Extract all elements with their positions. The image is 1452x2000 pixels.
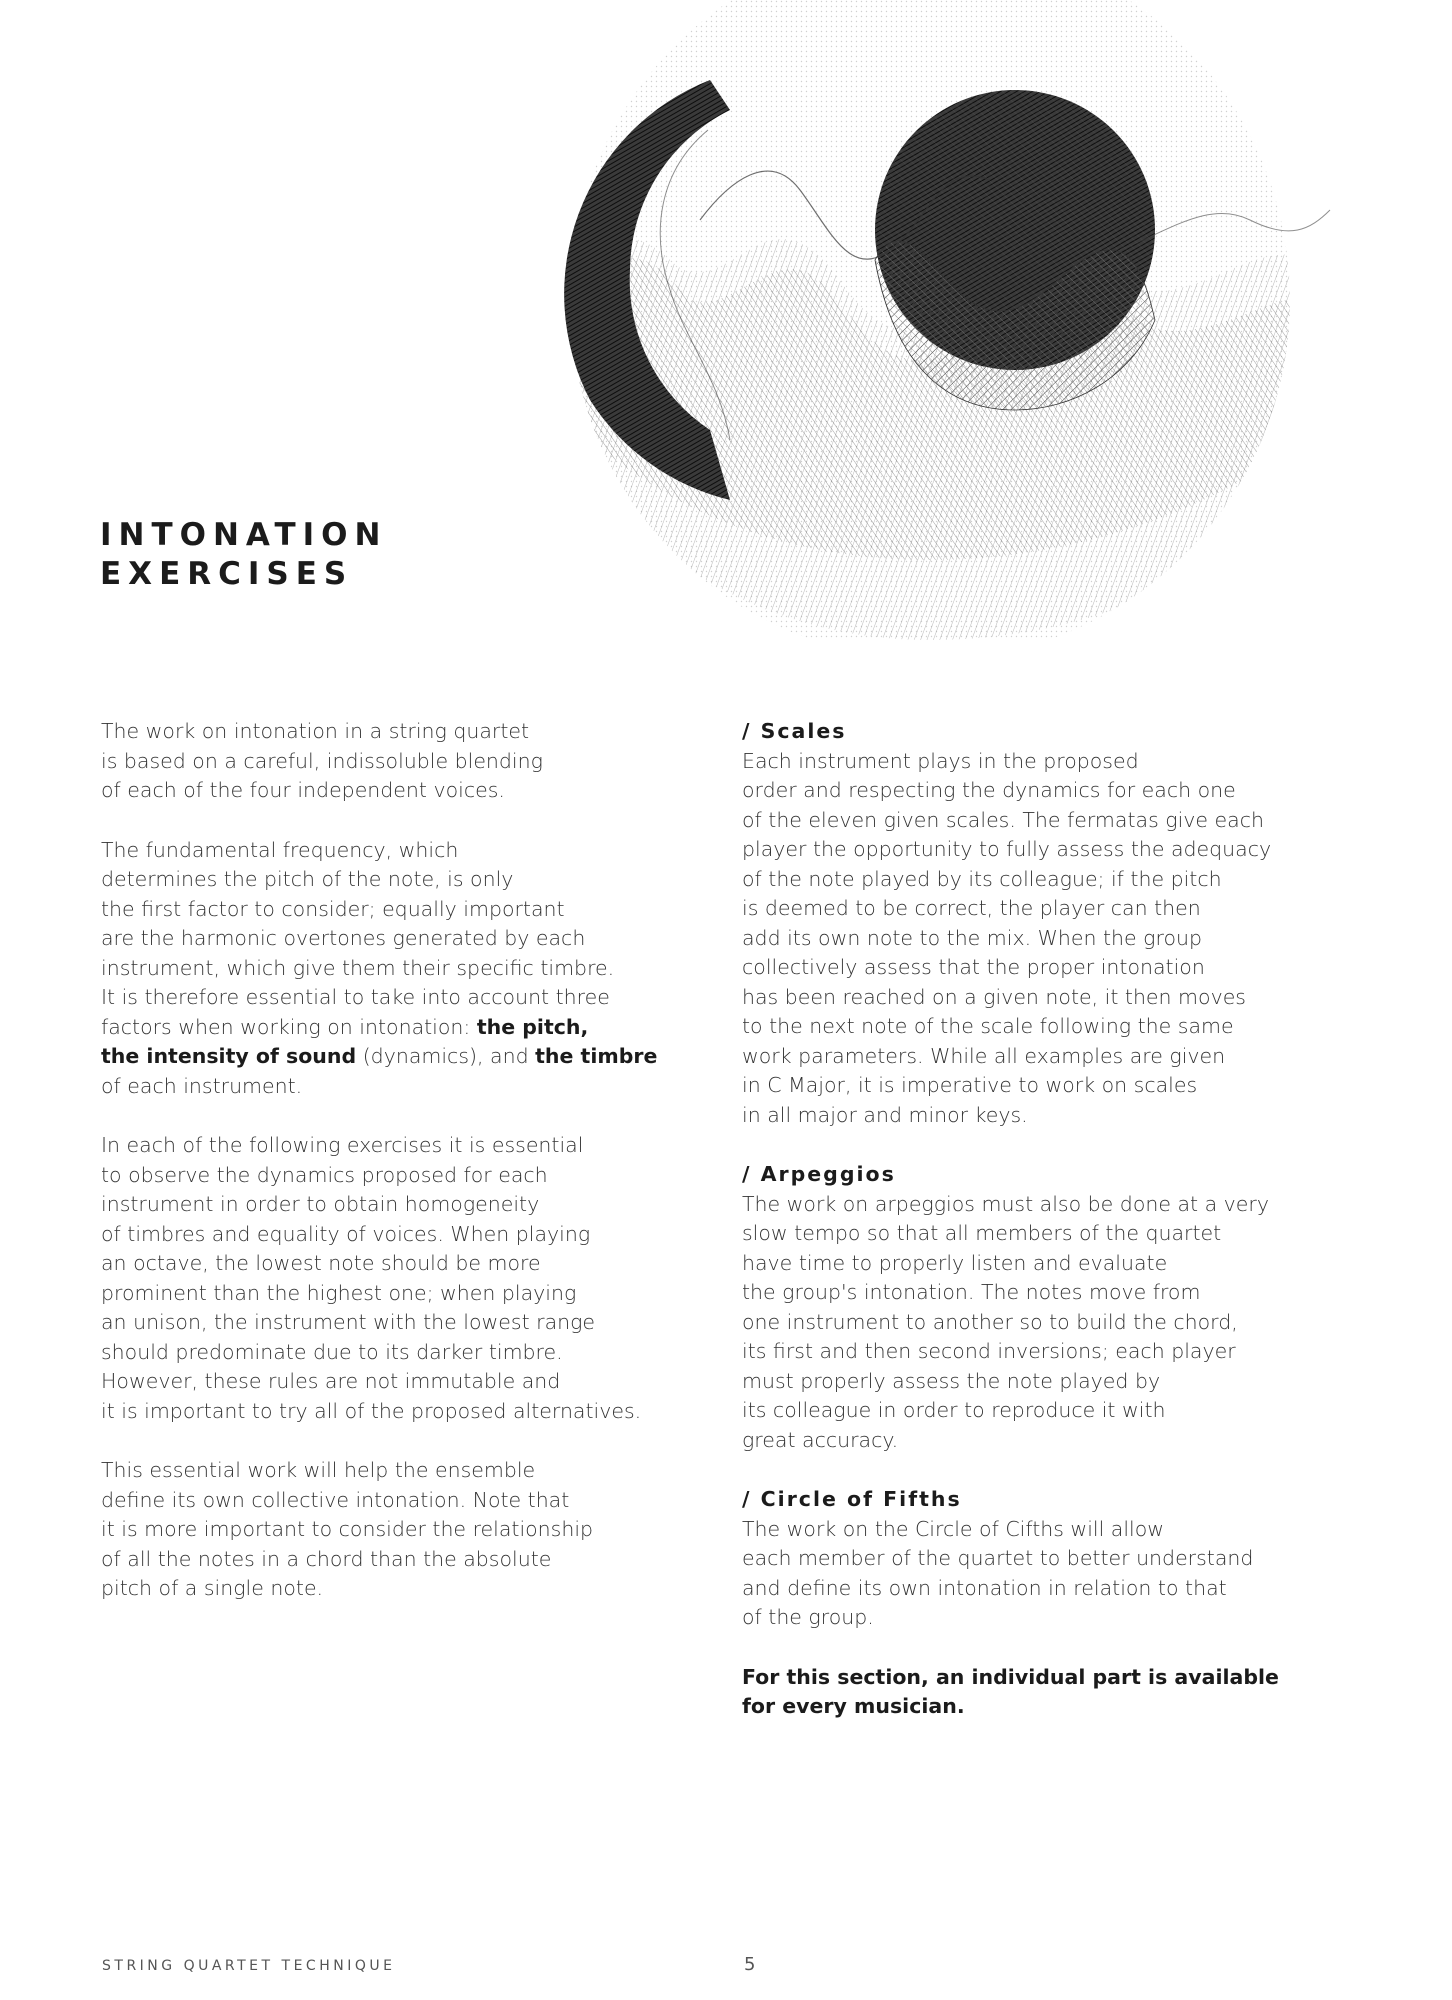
text-line: The work on intonation in a string quartet: [101, 719, 530, 743]
text-line: it is more important to consider the relationship: [101, 1517, 594, 1541]
left-column: [101, 717, 658, 1634]
text-line: The fundamental frequency, which: [101, 837, 459, 862]
text-line: The work on arpeggios must also be done at a very: [742, 1191, 1269, 1216]
circle-of-fifths-section: [742, 1485, 1282, 1633]
page-title: [100, 516, 387, 594]
text-line: of the note played by its colleague; if the pitch: [742, 866, 1222, 891]
intro-paragraph: [101, 717, 621, 806]
text-line: of timbres and equality of voices. When playing: [101, 1221, 591, 1246]
text-line: add its own note to the mix. When the group: [742, 925, 1203, 950]
text-line: of each of the four independent voices.: [101, 778, 505, 802]
text-line: its first and then second inversions; each player: [742, 1339, 1236, 1363]
text-line: order and respecting the dynamics for each one: [742, 778, 1236, 802]
text-line: it is important to try all of the proposed alternatives.: [101, 1398, 642, 1423]
text-line: of all the notes in a chord than the absolute: [101, 1546, 552, 1571]
text-line: collectively assess that the proper intonation: [742, 955, 1205, 979]
text-line: [101, 1042, 658, 1072]
text-line: is based on a careful, indissoluble blending: [101, 748, 543, 773]
text-line: each member of the quartet to better understand: [742, 1546, 1254, 1570]
text-run: (dynamics), and: [356, 1044, 536, 1068]
circle-of-fifths-heading: / Circle of Fifths: [742, 1487, 962, 1511]
text-line: the group's intonation. The notes move from: [742, 1280, 1201, 1304]
text-line: an unison, the instrument with the lowest range: [101, 1310, 596, 1334]
text-line: have time to properly listen and evaluate: [742, 1250, 1168, 1275]
text-line: must properly assess the note played by: [742, 1368, 1161, 1393]
emphasis-intensity: the intensity of sound: [101, 1044, 357, 1068]
text-line: In each of the following exercises it is essential: [101, 1133, 584, 1157]
text-line: [101, 1013, 621, 1043]
text-line: It is therefore essential to take into account three: [101, 985, 610, 1009]
text-line: to observe the dynamics proposed for each: [101, 1162, 548, 1187]
text-line: has been reached on a given note, it then moves: [742, 984, 1246, 1009]
text-line: and define its own intonation in relation to that: [742, 1575, 1227, 1600]
arpeggios-section: [742, 1160, 1282, 1455]
page-number: 5: [744, 1954, 756, 1975]
text-line: in C Major, it is imperative to work on scales: [742, 1073, 1198, 1097]
text-line: determines the pitch of the note, is only: [101, 867, 514, 891]
text-line: great accuracy.: [742, 1427, 899, 1452]
text-line: of the group.: [742, 1605, 874, 1629]
text-line: for every musician.: [742, 1694, 965, 1718]
frequency-paragraph: [101, 836, 658, 1102]
text-line: pitch of a single note.: [101, 1576, 324, 1600]
text-line: slow tempo so that all members of the quartet: [742, 1221, 1222, 1245]
emphasis-pitch: the pitch,: [476, 1014, 589, 1039]
title-line-1: INTONATION: [100, 517, 388, 553]
text-line: of the eleven given scales. The fermatas give each: [742, 807, 1264, 832]
text-line: The work on the Circle of Cifths will allow: [742, 1516, 1165, 1541]
right-column: [742, 717, 1282, 1752]
text-line: However, these rules are not immutable and: [101, 1369, 561, 1393]
text-line: in all major and minor keys.: [742, 1102, 1028, 1127]
text-line: should predominate due to its darker timbre.: [101, 1339, 563, 1364]
abstract-wave-illustration: [470, 0, 1350, 640]
text-run: factors when working on intonation:: [101, 1014, 477, 1039]
dynamics-paragraph: [101, 1131, 642, 1426]
text-line: its colleague in order to reproduce it with: [742, 1398, 1166, 1422]
text-line: This essential work will help the ensemble: [101, 1458, 536, 1482]
text-line: prominent than the highest one; when playing: [101, 1280, 577, 1305]
text-line: work parameters. While all examples are given: [742, 1043, 1226, 1068]
scales-heading: / Scales: [742, 719, 847, 743]
individual-part-note: [742, 1663, 1282, 1722]
text-line: define its own collective intonation. Note that: [101, 1487, 570, 1512]
running-footer: STRING QUARTET TECHNIQUE: [102, 1958, 396, 1974]
text-line: player the opportunity to fully assess the adequacy: [742, 837, 1272, 861]
title-line-2: EXERCISES: [100, 556, 354, 592]
text-line: of each instrument.: [101, 1073, 303, 1098]
ensemble-paragraph: [101, 1456, 621, 1604]
scales-section: [742, 717, 1282, 1130]
text-line: to the next note of the scale following the same: [742, 1014, 1234, 1038]
text-line: one instrument to another so to build the chord,: [742, 1309, 1238, 1334]
text-line: For this section, an individual part is available: [742, 1664, 1279, 1689]
emphasis-timbre: the timbre: [535, 1044, 658, 1068]
text-line: instrument in order to obtain homogeneity: [101, 1192, 540, 1216]
text-line: is deemed to be correct, the player can then: [742, 896, 1201, 920]
text-line: are the harmonic overtones generated by each: [101, 926, 586, 950]
text-line: instrument, which give them their specific timbre.: [101, 955, 615, 980]
text-line: the first factor to consider; equally important: [101, 896, 565, 921]
text-line: Each instrument plays in the proposed: [742, 748, 1139, 773]
arpeggios-heading: / Arpeggios: [742, 1162, 896, 1186]
text-line: an octave, the lowest note should be more: [101, 1251, 541, 1275]
